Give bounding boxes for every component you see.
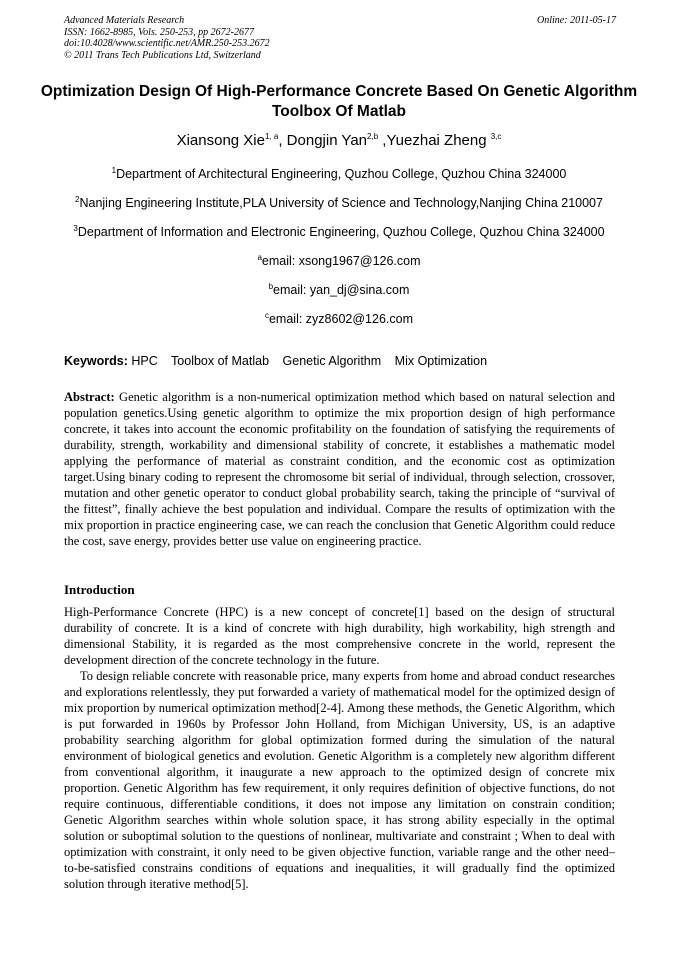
keyword: HPC xyxy=(131,354,158,368)
keyword: Genetic Algorithm xyxy=(282,354,382,368)
abstract-label: Abstract: xyxy=(64,390,115,404)
keywords-label: Keywords: xyxy=(64,354,128,368)
affiliation-3 xyxy=(20,225,658,240)
affiliation-mark: 1 xyxy=(111,165,117,175)
abstract-text: Genetic algorithm is a non-numerical optimization method which based on natural selection and population genetics.Using genetic algorithm to optimize the mix proportion design of high performance concrete, it takes into account the economic profitability on the foundation of satisfying the requirements of durability, strength, workability and dimensional stability of concrete, it establishes a mathematic model applying the performance of material as constraint condition, and the economic cost as optimization target.Using binary coding to represent the chromosome bit serial of individual, through selection, crossover, mutation and other genetic operator to conduct global probability search, taking the principle of “survival of the fittest”, finally achieve the best population and individual. Compare the results of optimization with the mix proportion in practice engineering case, we can reach the conclusion that Genetic Algorithm could reduce the cost, save energy, provides better use value on engineering practice. xyxy=(64,390,615,548)
paper-title: Optimization Design Of High-Performance Concrete Based On Genetic Algorithm Toolbox Of Matlab xyxy=(40,83,638,120)
affiliation-mark: 3 xyxy=(73,223,78,233)
email-text: email: xsong1967@126.com xyxy=(261,254,421,268)
doi-line: doi:10.4028/www.scientific.net/AMR.250-253.2672 xyxy=(64,38,270,49)
email-mark: a xyxy=(257,252,262,262)
keyword: Toolbox of Matlab xyxy=(171,354,270,368)
keywords-line xyxy=(64,354,624,369)
email-text: email: zyz8602@126.com xyxy=(268,312,413,326)
affiliation-text: Department of Information and Electronic Engineering, Quzhou College, Quzhou China 324000 xyxy=(77,225,605,239)
intro-paragraph-2: To design reliable concrete with reasonable price, many experts from home and abroad conduct researches and explorations relentlessly, they put forwarded a variety of mathematical model for the optimized design of mix proportion by numerical optimization method[2-4]. Among these methods, the Genetic Algorithm, which is put forwarded in 1960s by Professor John Holland, from Michigan University, US, is an adaptive probability searching algorithm for global optimization formed during the simulation of the natural environment of biological genetics and evolution. Genetic Algorithm is a completely new algorithm different from conventional algorithm, it inaugurate a new approach to the optimized design of concrete mix proportion. Genetic Algorithm has few requirement, it only requires definition of objective functions, do not require continuous, differentiable conditions, it does not impose any limitation on constrain condition; Genetic Algorithm searches within whole solution space, it has strong ability especially in the optimal solution or suboptimal solution to the questions of nonlinear, multivariate and constraint ; When to deal with optimization with constraint, it only need to be given objective function, variable range and the other need–to-be-satisfied constrains conditions of equations and inequalities, it will gradually find the optimized solution through iterative method[5]. xyxy=(64,669,615,891)
journal-header xyxy=(64,15,616,61)
email-mark: b xyxy=(268,281,274,291)
issn-line: ISSN: 1662-8985, Vols. 250-253, pp 2672-2677 xyxy=(64,26,254,38)
author-name: Dongjin Yan xyxy=(286,132,368,149)
copyright-line: © 2011 Trans Tech Publications Ltd, Switzerland xyxy=(64,49,261,61)
section-heading-introduction: Introduction xyxy=(64,582,135,597)
online-date: Online: 2011-05-17 xyxy=(537,15,616,26)
affiliation-2 xyxy=(20,196,658,211)
author-name: Xiansong Xie xyxy=(176,132,265,149)
author-separator: , xyxy=(278,132,287,149)
affiliation-text: Department of Architectural Engineering, Quzhou College, Quzhou China 324000 xyxy=(116,167,567,181)
affiliation-mark: 2 xyxy=(75,194,80,204)
author-affiliation-mark: 2,b xyxy=(367,132,379,141)
email-mark: c xyxy=(264,310,269,320)
affiliation-text: Nanjing Engineering Institute,PLA University of Science and Technology,Nanjing China 210007 xyxy=(79,196,603,210)
keyword: Mix Optimization xyxy=(394,354,488,368)
affiliation-1 xyxy=(20,167,658,182)
author-separator: , xyxy=(378,132,387,149)
email-a xyxy=(20,254,658,269)
abstract xyxy=(64,389,615,549)
author-affiliation-mark: 3,c xyxy=(490,132,502,141)
author-name: Yuezhai Zheng xyxy=(386,132,491,149)
intro-paragraph-1: High-Performance Concrete (HPC) is a new concept of concrete[1] based on the design of structural durability of concrete. It is a kind of concrete with high durability, high workability, high strength and dimensional Stability, it is regarded as the most comprehensive concrete in the world, represent the development direction of the concrete technology in the future. xyxy=(64,605,615,667)
email-b xyxy=(20,283,658,298)
email-text: email: yan_dj@sina.com xyxy=(273,283,410,297)
journal-name: Advanced Materials Research xyxy=(64,15,185,26)
email-c xyxy=(20,312,658,327)
author-list xyxy=(40,131,638,151)
author-affiliation-mark: 1, a xyxy=(264,132,279,141)
